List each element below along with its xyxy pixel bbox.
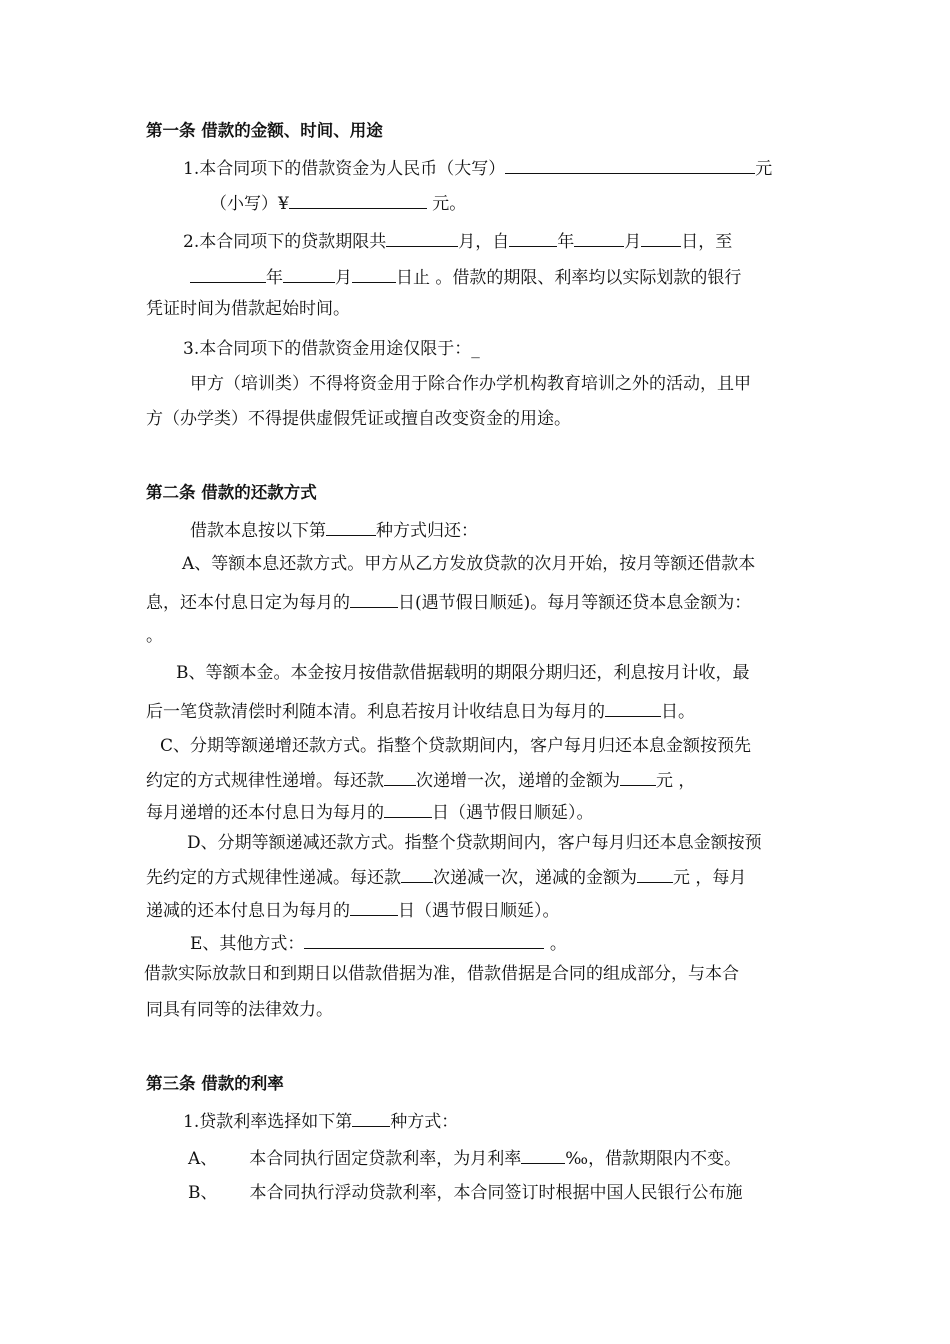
s1-item2-text-d: 月: [624, 232, 642, 252]
s2-c-text-b: 次递增一次，递增的金额为: [416, 771, 620, 791]
s3-option-a-label: A、: [188, 1149, 218, 1169]
s2-a-text: 息，还本付息日定为每月的: [146, 593, 350, 613]
amount-number-blank[interactable]: [289, 190, 427, 209]
s3-option-a-text: 本合同执行固定贷款利率，为月利率: [249, 1149, 522, 1169]
s1-item2-text-b: 月，自: [458, 232, 510, 252]
s3-option-b: [188, 1182, 743, 1204]
s2-d-text: 先约定的方式规律性递减。每还款: [146, 868, 401, 888]
s2-c-text: 约定的方式规律性递增。每还款: [146, 771, 384, 791]
section-2-title: 第二条 借款的还款方式: [146, 483, 317, 502]
s3-item1-text-b: 种方式：: [390, 1112, 459, 1132]
s3-item1: [183, 1108, 458, 1133]
s1-note-line2: 方（办学类）不得提供虚假凭证或擅自改变资金的用途。: [146, 409, 571, 429]
s1-item2-line1: [183, 228, 732, 253]
s2-intro-text: 借款本息按以下第: [190, 521, 326, 541]
rate-method-blank[interactable]: [352, 1108, 390, 1127]
end-day-blank[interactable]: [352, 264, 396, 283]
s2-c-text-e: 日（遇节假日顺延）。: [432, 803, 594, 823]
other-method-blank[interactable]: [304, 930, 544, 949]
s2-d-text-e: 日（遇节假日顺延）。: [398, 901, 560, 921]
s1-item2-text: 2.本合同项下的贷款期限共: [183, 232, 387, 252]
end-month-blank[interactable]: [283, 264, 335, 283]
s3-option-a-text-b: ‰，借款期限内不变。: [565, 1149, 742, 1169]
s3-option-a: [188, 1145, 741, 1170]
s3-item1-text: 1.贷款利率选择如下第: [183, 1112, 353, 1132]
s2-f-line2: 同具有同等的法律效力。: [146, 1000, 333, 1020]
s2-b-text-b: 日。: [661, 702, 695, 722]
s2-b-line1: B、等额本金。本金按月按借款借据载明的期限分期归还，利息按月计收，最: [176, 663, 750, 683]
s2-d-text-d: 递减的还本付息日为每月的: [146, 901, 350, 921]
s2-e-line1: [190, 930, 567, 955]
s2-a-text-b: 日(遇节假日顺延)。每月等额还贷本息金额为：: [398, 593, 752, 613]
s2-b-text: 后一笔贷款清偿时利随本清。利息若按月计收结息日为每月的: [146, 702, 605, 722]
section-3-title: 第三条 借款的利率: [146, 1074, 284, 1093]
c-increase-count-blank[interactable]: [384, 767, 416, 786]
s2-a-line3: 。: [146, 626, 163, 646]
a-repay-day-blank[interactable]: [350, 589, 398, 608]
repay-method-blank[interactable]: [326, 517, 376, 536]
start-year-blank[interactable]: [509, 228, 557, 247]
s1-item1-line1: [183, 155, 772, 180]
s2-e-text-b: 。: [544, 934, 567, 954]
amount-capital-blank[interactable]: [505, 155, 755, 174]
loan-months-blank[interactable]: [386, 228, 458, 247]
s2-a-line1: A、等额本息还款方式。甲方从乙方发放贷款的次月开始，按月等额还借款本: [182, 554, 756, 574]
monthly-rate-blank[interactable]: [521, 1145, 565, 1164]
start-month-blank[interactable]: [574, 228, 624, 247]
s2-d-line1: D、分期等额递减还款方式。指整个贷款期间内，客户每月归还本息金额按预: [187, 833, 762, 853]
s1-item1-line2: [210, 190, 466, 215]
s2-d-text-b: 次递减一次，递减的金额为: [433, 868, 637, 888]
s2-d-text-c: 元 ，每月: [673, 868, 747, 888]
s1-item2-text-e: 日，至: [681, 232, 733, 252]
s1-item2-text-h: 日止 。借款的期限、利率均以实际划款的银行: [396, 268, 742, 288]
section-1-title: 第一条 借款的金额、时间、用途: [146, 121, 383, 140]
s2-d-line3: [146, 897, 560, 922]
end-year-blank[interactable]: [190, 264, 266, 283]
c-repay-day-blank[interactable]: [384, 799, 432, 818]
start-day-blank[interactable]: [641, 228, 681, 247]
s1-note-line1: 甲方（培训类）不得将资金用于除合作办学机构教育培训之外的活动，且甲: [190, 374, 751, 394]
s2-c-text-d: 每月递增的还本付息日为每月的: [146, 803, 384, 823]
s1-item1-small-unit: 元。: [426, 194, 467, 214]
s3-option-b-text: 本合同执行浮动贷款利率，本合同签订时根据中国人民银行公布施: [249, 1183, 743, 1203]
s2-c-text-c: 元 ，: [656, 771, 696, 791]
s2-f-line1: 借款实际放款日和到期日以借款借据为准，借款借据是合同的组成部分，与本合: [144, 964, 739, 984]
s2-d-line2: [146, 864, 746, 889]
s1-item1-small-label: （小写）¥: [210, 194, 289, 214]
s1-item2-text-f: 年: [266, 268, 283, 288]
s2-b-line2: [146, 698, 695, 723]
s1-item2-line2: [190, 264, 741, 289]
s2-c-line3: [146, 799, 594, 824]
b-interest-day-blank[interactable]: [605, 698, 661, 717]
s1-item1-text: 1.本合同项下的借款资金为人民币（大写）: [183, 159, 506, 179]
s2-c-line1: C、分期等额递增还款方式。指整个贷款期间内，客户每月归还本息金额按预先: [160, 736, 752, 756]
s1-item1-unit: 元: [755, 159, 773, 179]
d-decrease-amount-blank[interactable]: [637, 864, 673, 883]
c-increase-amount-blank[interactable]: [620, 767, 656, 786]
s1-item2-text-c: 年: [557, 232, 575, 252]
d-repay-day-blank[interactable]: [350, 897, 398, 916]
s2-intro: [190, 517, 478, 542]
d-decrease-count-blank[interactable]: [401, 864, 433, 883]
s2-a-line2: [146, 589, 751, 614]
s3-option-b-label: B、: [188, 1183, 218, 1203]
s2-c-line2: [146, 767, 695, 792]
s1-item2-line3: 凭证时间为借款起始时间。: [146, 299, 350, 319]
s1-item3: 3.本合同项下的借款资金用途仅限于：_: [183, 339, 480, 359]
s2-e-text: E、其他方式：: [190, 934, 305, 954]
s2-intro-text-b: 种方式归还：: [376, 521, 478, 541]
s1-item2-text-g: 月: [335, 268, 352, 288]
